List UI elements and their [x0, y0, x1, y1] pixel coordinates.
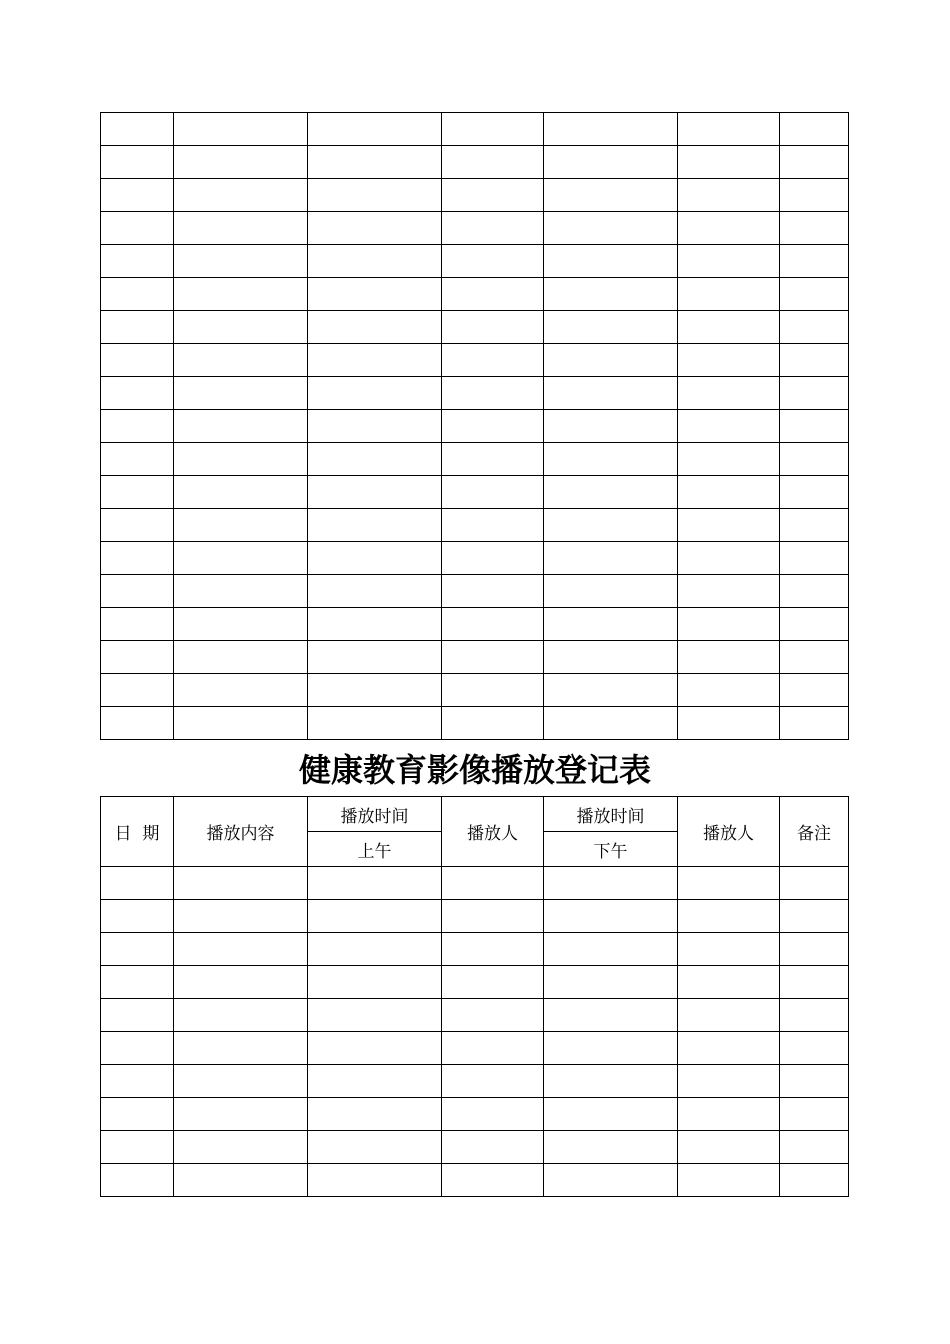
table-cell[interactable] — [442, 1098, 544, 1131]
table-cell[interactable] — [442, 245, 544, 278]
table-cell[interactable] — [442, 542, 544, 575]
table-cell[interactable] — [780, 933, 849, 966]
table-cell[interactable] — [442, 999, 544, 1032]
table-cell[interactable] — [101, 608, 174, 641]
header-play-time-pm: 播放时间 — [544, 797, 678, 832]
table-cell[interactable] — [544, 707, 678, 740]
table-cell[interactable] — [678, 179, 780, 212]
table-cell[interactable] — [101, 707, 174, 740]
table-cell[interactable] — [174, 278, 308, 311]
table-cell[interactable] — [101, 1098, 174, 1131]
table-cell[interactable] — [780, 674, 849, 707]
table-row — [101, 933, 849, 966]
table-cell[interactable] — [101, 509, 174, 542]
table-cell[interactable] — [308, 1164, 442, 1197]
header-player-pm: 播放人 — [678, 797, 780, 867]
table-cell[interactable] — [678, 377, 780, 410]
table-cell[interactable] — [780, 509, 849, 542]
table-cell[interactable] — [780, 377, 849, 410]
table-cell[interactable] — [174, 641, 308, 674]
table-cell[interactable] — [442, 575, 544, 608]
table-cell[interactable] — [174, 707, 308, 740]
table-cell[interactable] — [544, 1164, 678, 1197]
table-cell[interactable] — [544, 113, 678, 146]
table-cell[interactable] — [308, 311, 442, 344]
table-cell[interactable] — [780, 1098, 849, 1131]
table-cell[interactable] — [101, 443, 174, 476]
table-cell[interactable] — [780, 867, 849, 900]
table-cell[interactable] — [678, 933, 780, 966]
table-cell[interactable] — [101, 278, 174, 311]
video-playback-register-table — [100, 796, 849, 1197]
table-cell[interactable] — [174, 377, 308, 410]
table-cell[interactable] — [544, 966, 678, 999]
table-cell[interactable] — [544, 867, 678, 900]
table-cell[interactable] — [308, 212, 442, 245]
table-cell[interactable] — [780, 212, 849, 245]
table-cell[interactable] — [442, 278, 544, 311]
table-cell[interactable] — [101, 641, 174, 674]
table-cell[interactable] — [544, 410, 678, 443]
table-cell[interactable] — [442, 443, 544, 476]
table-cell[interactable] — [678, 1131, 780, 1164]
table-row — [101, 542, 849, 575]
table-cell[interactable] — [544, 674, 678, 707]
table-cell[interactable] — [780, 999, 849, 1032]
table-cell[interactable] — [780, 1131, 849, 1164]
table-cell[interactable] — [101, 674, 174, 707]
table-cell[interactable] — [308, 900, 442, 933]
table-row — [101, 1065, 849, 1098]
table-cell[interactable] — [780, 311, 849, 344]
table-cell[interactable] — [174, 344, 308, 377]
table-cell[interactable] — [544, 311, 678, 344]
table-cell[interactable] — [308, 707, 442, 740]
table-cell[interactable] — [308, 179, 442, 212]
table-row — [101, 608, 849, 641]
table-cell[interactable] — [442, 344, 544, 377]
table-row — [101, 509, 849, 542]
table-cell[interactable] — [442, 1164, 544, 1197]
table-cell[interactable] — [544, 608, 678, 641]
table-cell[interactable] — [544, 1098, 678, 1131]
table-row — [101, 476, 849, 509]
header-row — [101, 797, 849, 832]
table-cell[interactable] — [442, 641, 544, 674]
table-cell[interactable] — [442, 1065, 544, 1098]
table-cell[interactable] — [308, 476, 442, 509]
table-row — [101, 179, 849, 212]
table-cell[interactable] — [174, 311, 308, 344]
table-cell[interactable] — [544, 179, 678, 212]
table-row — [101, 311, 849, 344]
table-cell[interactable] — [442, 476, 544, 509]
table-cell[interactable] — [308, 674, 442, 707]
table-cell[interactable] — [174, 1131, 308, 1164]
table-cell[interactable] — [678, 1032, 780, 1065]
table-cell[interactable] — [101, 999, 174, 1032]
table-cell[interactable] — [308, 1098, 442, 1131]
table-cell[interactable] — [678, 509, 780, 542]
table-row — [101, 212, 849, 245]
table-cell[interactable] — [678, 608, 780, 641]
table-row — [101, 674, 849, 707]
table-cell[interactable] — [780, 1164, 849, 1197]
table-cell[interactable] — [174, 575, 308, 608]
table-cell[interactable] — [780, 966, 849, 999]
table-cell[interactable] — [442, 146, 544, 179]
table-cell[interactable] — [678, 1098, 780, 1131]
table-cell[interactable] — [678, 410, 780, 443]
table-cell[interactable] — [544, 443, 678, 476]
table-cell[interactable] — [308, 377, 442, 410]
header-morning: 上午 — [308, 832, 442, 867]
table-cell[interactable] — [101, 344, 174, 377]
table-row — [101, 1032, 849, 1065]
table-row — [101, 245, 849, 278]
table-cell[interactable] — [101, 1164, 174, 1197]
table-cell[interactable] — [678, 674, 780, 707]
table-cell[interactable] — [174, 146, 308, 179]
table-cell[interactable] — [174, 1164, 308, 1197]
table-cell[interactable] — [101, 867, 174, 900]
table-cell[interactable] — [308, 1131, 442, 1164]
table-cell[interactable] — [308, 867, 442, 900]
table-cell[interactable] — [442, 933, 544, 966]
header-remarks: 备注 — [780, 797, 849, 867]
table-cell[interactable] — [101, 377, 174, 410]
table-cell[interactable] — [308, 443, 442, 476]
table-cell[interactable] — [678, 212, 780, 245]
table-cell[interactable] — [780, 344, 849, 377]
table-cell[interactable] — [308, 146, 442, 179]
table-cell[interactable] — [678, 575, 780, 608]
table-cell[interactable] — [678, 867, 780, 900]
table-row — [101, 113, 849, 146]
table-row — [101, 707, 849, 740]
header-play-time-am: 播放时间 — [308, 797, 442, 832]
table-cell[interactable] — [544, 146, 678, 179]
table-cell[interactable] — [174, 867, 308, 900]
table-cell[interactable] — [544, 377, 678, 410]
table-cell[interactable] — [308, 278, 442, 311]
table-cell[interactable] — [442, 113, 544, 146]
table-cell[interactable] — [544, 575, 678, 608]
table-cell[interactable] — [101, 1065, 174, 1098]
table-cell[interactable] — [780, 476, 849, 509]
table-cell[interactable] — [174, 245, 308, 278]
table-cell[interactable] — [308, 410, 442, 443]
table-cell[interactable] — [174, 1098, 308, 1131]
table-cell[interactable] — [174, 900, 308, 933]
table-row — [101, 1131, 849, 1164]
table-row — [101, 999, 849, 1032]
table-cell[interactable] — [101, 933, 174, 966]
table-row — [101, 443, 849, 476]
table-cell[interactable] — [174, 674, 308, 707]
table-cell[interactable] — [780, 707, 849, 740]
table-cell[interactable] — [678, 1164, 780, 1197]
table-cell[interactable] — [174, 966, 308, 999]
table-row — [101, 575, 849, 608]
table-row — [101, 966, 849, 999]
table-cell[interactable] — [678, 476, 780, 509]
table-cell[interactable] — [174, 1032, 308, 1065]
table-cell[interactable] — [442, 867, 544, 900]
table-cell[interactable] — [678, 999, 780, 1032]
table-cell[interactable] — [442, 966, 544, 999]
table-cell[interactable] — [544, 641, 678, 674]
table-cell[interactable] — [780, 1032, 849, 1065]
table-cell[interactable] — [101, 542, 174, 575]
header-player-am: 播放人 — [442, 797, 544, 867]
table-row — [101, 641, 849, 674]
table-cell[interactable] — [442, 410, 544, 443]
table-cell[interactable] — [442, 674, 544, 707]
table-cell[interactable] — [308, 344, 442, 377]
table-cell[interactable] — [101, 1032, 174, 1065]
table-cell[interactable] — [174, 1065, 308, 1098]
table-cell[interactable] — [544, 933, 678, 966]
table-cell[interactable] — [678, 1065, 780, 1098]
table-cell[interactable] — [442, 1032, 544, 1065]
header-content: 播放内容 — [174, 797, 308, 867]
table-cell[interactable] — [174, 608, 308, 641]
table-cell[interactable] — [780, 542, 849, 575]
table-cell[interactable] — [101, 113, 174, 146]
table-cell[interactable] — [442, 1131, 544, 1164]
table-cell[interactable] — [174, 443, 308, 476]
table-cell[interactable] — [780, 608, 849, 641]
table-cell[interactable] — [101, 476, 174, 509]
table-cell[interactable] — [544, 476, 678, 509]
table-cell[interactable] — [308, 542, 442, 575]
table-cell[interactable] — [780, 443, 849, 476]
table-cell[interactable] — [678, 146, 780, 179]
table-cell[interactable] — [308, 113, 442, 146]
table-cell[interactable] — [544, 212, 678, 245]
table-cell[interactable] — [442, 212, 544, 245]
table-cell[interactable] — [308, 641, 442, 674]
table-cell[interactable] — [780, 410, 849, 443]
table-cell[interactable] — [174, 509, 308, 542]
table-cell[interactable] — [174, 999, 308, 1032]
table-cell[interactable] — [308, 933, 442, 966]
table-cell[interactable] — [678, 278, 780, 311]
table-cell[interactable] — [442, 311, 544, 344]
table-row — [101, 900, 849, 933]
table-cell[interactable] — [678, 641, 780, 674]
table-cell[interactable] — [101, 179, 174, 212]
table-cell[interactable] — [678, 113, 780, 146]
table-cell[interactable] — [308, 245, 442, 278]
table-cell[interactable] — [174, 113, 308, 146]
table-cell[interactable] — [308, 509, 442, 542]
table-cell[interactable] — [544, 900, 678, 933]
table-cell[interactable] — [442, 707, 544, 740]
table-cell[interactable] — [101, 1131, 174, 1164]
table-cell[interactable] — [101, 900, 174, 933]
table-cell[interactable] — [780, 179, 849, 212]
header-afternoon: 下午 — [544, 832, 678, 867]
table-cell[interactable] — [544, 245, 678, 278]
table-cell[interactable] — [101, 245, 174, 278]
table-cell[interactable] — [780, 113, 849, 146]
table-cell[interactable] — [544, 1131, 678, 1164]
table-cell[interactable] — [780, 278, 849, 311]
table-cell[interactable] — [101, 410, 174, 443]
table-cell[interactable] — [174, 542, 308, 575]
table-cell[interactable] — [308, 966, 442, 999]
table-cell[interactable] — [678, 344, 780, 377]
table-cell[interactable] — [442, 509, 544, 542]
table-cell[interactable] — [308, 999, 442, 1032]
table-cell[interactable] — [101, 575, 174, 608]
table-cell[interactable] — [101, 212, 174, 245]
table-cell[interactable] — [544, 1032, 678, 1065]
table-cell[interactable] — [174, 410, 308, 443]
table-cell[interactable] — [678, 707, 780, 740]
table-cell[interactable] — [101, 966, 174, 999]
continued-register-table — [100, 112, 849, 740]
table-cell[interactable] — [678, 900, 780, 933]
table-cell[interactable] — [780, 146, 849, 179]
table-row — [101, 1164, 849, 1197]
header-date: 日 期 — [101, 797, 174, 867]
table-row — [101, 344, 849, 377]
table-cell[interactable] — [544, 999, 678, 1032]
table-cell[interactable] — [544, 1065, 678, 1098]
table-cell[interactable] — [678, 443, 780, 476]
table-cell[interactable] — [174, 933, 308, 966]
page-title: 健康教育影像播放登记表 — [298, 751, 651, 789]
table-row — [101, 146, 849, 179]
table-cell[interactable] — [780, 900, 849, 933]
table-cell[interactable] — [308, 1032, 442, 1065]
table-cell[interactable] — [678, 966, 780, 999]
table-cell[interactable] — [442, 377, 544, 410]
table-cell[interactable] — [544, 278, 678, 311]
table-cell[interactable] — [308, 1065, 442, 1098]
table-cell[interactable] — [678, 542, 780, 575]
table-cell[interactable] — [544, 509, 678, 542]
table-cell[interactable] — [780, 575, 849, 608]
table-row — [101, 1098, 849, 1131]
table-row — [101, 278, 849, 311]
table-cell[interactable] — [174, 179, 308, 212]
table-cell[interactable] — [101, 311, 174, 344]
table-cell[interactable] — [442, 900, 544, 933]
table-cell[interactable] — [544, 542, 678, 575]
table-cell[interactable] — [101, 146, 174, 179]
table-row — [101, 377, 849, 410]
table-cell[interactable] — [780, 641, 849, 674]
table-cell[interactable] — [174, 212, 308, 245]
table-row — [101, 410, 849, 443]
table-row — [101, 867, 849, 900]
table-cell[interactable] — [780, 1065, 849, 1098]
table-cell[interactable] — [780, 245, 849, 278]
table-cell[interactable] — [308, 608, 442, 641]
table-cell[interactable] — [442, 608, 544, 641]
table-cell[interactable] — [174, 476, 308, 509]
table-cell[interactable] — [544, 344, 678, 377]
table-cell[interactable] — [678, 245, 780, 278]
table-cell[interactable] — [308, 575, 442, 608]
table-cell[interactable] — [678, 311, 780, 344]
table-cell[interactable] — [442, 179, 544, 212]
